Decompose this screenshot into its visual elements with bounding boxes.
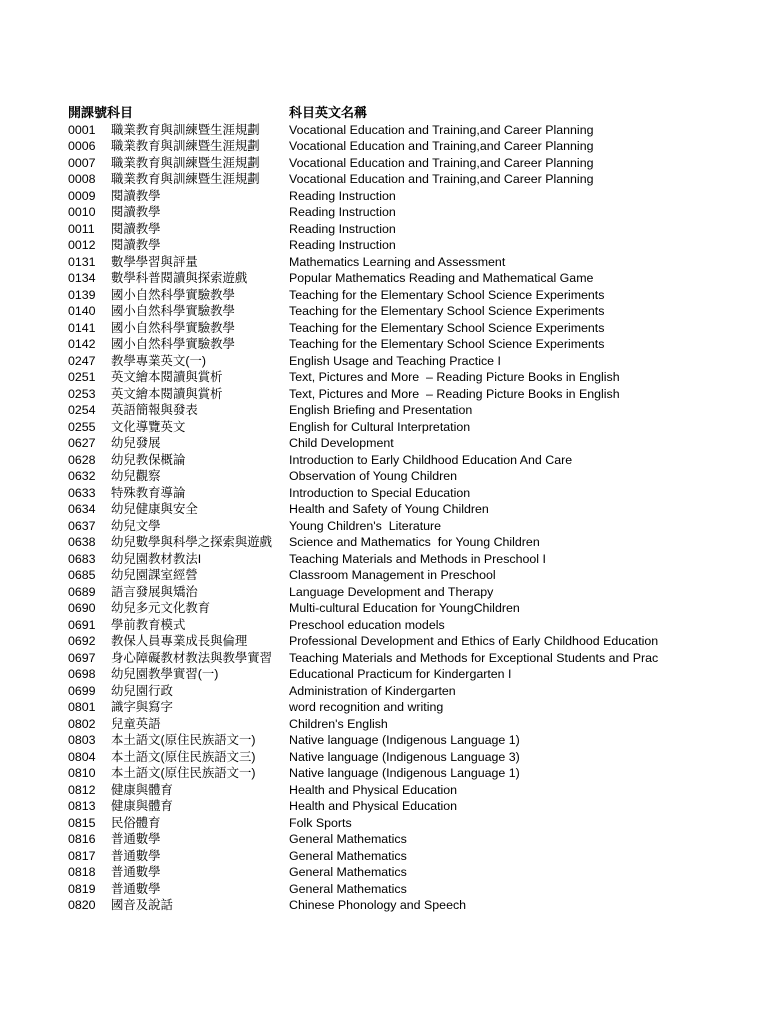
table-row	[68, 237, 748, 254]
course-code: 0816	[68, 832, 96, 846]
table-row	[68, 633, 748, 650]
course-english-name: Native language (Indigenous Language 1)	[289, 766, 520, 780]
course-english-name: Multi-cultural Education for YoungChildren	[289, 601, 520, 615]
course-code: 0634	[68, 502, 96, 516]
table-row	[68, 518, 748, 535]
table-row	[68, 369, 748, 386]
course-english-name: Popular Mathematics Reading and Mathematical Game	[289, 271, 594, 285]
course-code: 0815	[68, 815, 96, 830]
table-row	[68, 683, 748, 700]
course-code: 0699	[68, 683, 96, 698]
course-code: 0810	[68, 766, 96, 780]
course-name: 職業教育與訓練暨生涯規劃	[111, 172, 260, 186]
course-code: 0008	[68, 172, 96, 186]
course-english-name: Reading Instruction	[289, 221, 396, 236]
course-name: 健康與體育	[111, 799, 173, 813]
course-name: 職業教育與訓練暨生涯規劃	[111, 122, 260, 137]
course-code: 0001	[68, 122, 96, 137]
course-english-name: Child Development	[289, 436, 394, 450]
table-row	[68, 617, 748, 634]
course-name: 幼兒園課室經營	[111, 568, 198, 582]
table-row	[68, 551, 748, 568]
course-english-name: General Mathematics	[289, 881, 407, 896]
course-name: 國小自然科學實驗教學	[111, 304, 235, 318]
table-row	[68, 831, 748, 848]
course-code: 0628	[68, 452, 96, 467]
table-row	[68, 270, 748, 287]
course-name: 閱讀教學	[111, 188, 161, 203]
course-english-name: Preschool education models	[289, 617, 445, 632]
course-name: 幼兒園教學實習(一)	[111, 667, 219, 681]
course-english-name: Health and Safety of Young Children	[289, 502, 489, 516]
course-code: 0627	[68, 436, 96, 450]
table-row	[68, 171, 748, 188]
course-code: 0254	[68, 403, 96, 417]
course-name: 國小自然科學實驗教學	[111, 287, 235, 302]
course-name: 身心障礙教材教法與教學實習	[111, 650, 273, 665]
course-name: 兒童英語	[111, 716, 161, 731]
course-name: 英文繪本閱讀與賞析	[111, 386, 223, 401]
course-english-name: Chinese Phonology and Speech	[289, 898, 467, 912]
table-row	[68, 419, 748, 436]
course-english-name: Vocational Education and Training,and Career Planning	[289, 122, 594, 137]
course-english-name: Vocational Education and Training,and Career Planning	[289, 139, 594, 153]
course-code: 0009	[68, 188, 96, 203]
course-code: 0689	[68, 584, 96, 599]
course-english-name: Reading Instruction	[289, 238, 396, 252]
course-code: 0802	[68, 716, 96, 731]
course-code: 0131	[68, 254, 96, 269]
course-name: 國小自然科學實驗教學	[111, 320, 235, 335]
table-row	[68, 122, 748, 139]
course-english-name: Teaching for the Elementary School Science Experiments	[289, 320, 605, 335]
course-code: 0690	[68, 601, 96, 615]
table-row	[68, 188, 748, 205]
course-english-name: Teaching Materials and Methods for Exceptional Students and Prac	[289, 650, 659, 665]
table-row	[68, 699, 748, 716]
course-english-name: Language Development and Therapy	[289, 584, 494, 599]
course-name: 數學科普閱讀與探索遊戲	[111, 271, 248, 285]
course-english-name: Mathematics Learning and Assessment	[289, 254, 506, 269]
course-english-name: Administration of Kindergarten	[289, 683, 456, 698]
course-name: 教保人員專業成長與倫理	[111, 634, 248, 648]
course-english-name: General Mathematics	[289, 848, 407, 863]
course-english-name: Health and Physical Education	[289, 799, 458, 813]
course-english-name: English Briefing and Presentation	[289, 403, 473, 417]
table-row	[68, 402, 748, 419]
table-header	[68, 105, 748, 122]
course-english-name: Teaching for the Elementary School Science Experiments	[289, 304, 605, 318]
course-name: 本土語文(原住民族語文一)	[111, 733, 256, 747]
course-english-name: General Mathematics	[289, 832, 407, 846]
table-row	[68, 749, 748, 766]
table-row	[68, 765, 748, 782]
course-code: 0819	[68, 881, 96, 896]
course-code: 0134	[68, 271, 96, 285]
table-row	[68, 353, 748, 370]
course-english-name: Educational Practicum for Kindergarten I	[289, 667, 512, 681]
course-name: 閱讀教學	[111, 221, 161, 236]
table-row	[68, 501, 748, 518]
course-name: 學前教育模式	[111, 617, 186, 632]
course-english-name: Reading Instruction	[289, 205, 396, 219]
course-code: 0685	[68, 568, 96, 582]
table-row	[68, 848, 748, 865]
table-row	[68, 303, 748, 320]
course-english-name: English Usage and Teaching Practice I	[289, 353, 501, 368]
course-name: 識字與寫字	[111, 700, 173, 714]
table-row	[68, 716, 748, 733]
course-code: 0253	[68, 386, 96, 401]
table-row	[68, 584, 748, 601]
course-code: 0683	[68, 551, 96, 566]
course-name: 幼兒健康與安全	[111, 502, 198, 516]
course-name: 幼兒觀察	[111, 469, 161, 483]
course-code: 0140	[68, 304, 96, 318]
table-row	[68, 435, 748, 452]
course-english-name: Teaching Materials and Methods in Preschool I	[289, 551, 546, 566]
table-row	[68, 782, 748, 799]
table-row	[68, 666, 748, 683]
table-row	[68, 320, 748, 337]
course-english-name: Professional Development and Ethics of Early Childhood Education	[289, 634, 659, 648]
course-code: 0698	[68, 667, 96, 681]
table-row	[68, 864, 748, 881]
table-row	[68, 155, 748, 172]
table-row	[68, 336, 748, 353]
course-english-name: Text, Pictures and More – Reading Picture Books in English	[289, 386, 620, 401]
header-english-name: 科目英文名稱	[289, 105, 368, 120]
course-name: 民俗體育	[111, 815, 161, 830]
course-name: 數學學習與評量	[111, 254, 198, 269]
course-code: 0006	[68, 139, 96, 153]
course-name: 幼兒園行政	[111, 683, 173, 698]
course-code: 0697	[68, 650, 96, 665]
course-code: 0633	[68, 485, 96, 500]
course-code: 0632	[68, 469, 96, 483]
course-code: 0691	[68, 617, 96, 632]
course-code: 0637	[68, 518, 96, 533]
table-row	[68, 897, 748, 914]
course-name: 普通數學	[111, 865, 161, 879]
course-code: 0803	[68, 733, 96, 747]
course-code: 0012	[68, 238, 96, 252]
course-name: 職業教育與訓練暨生涯規劃	[111, 155, 260, 170]
course-name: 國音及說話	[111, 898, 173, 912]
course-name: 國小自然科學實驗教學	[111, 337, 235, 351]
table-body	[68, 122, 748, 914]
table-row	[68, 204, 748, 221]
header-code-subject: 開課號科目	[68, 105, 134, 120]
course-code: 0820	[68, 898, 96, 912]
course-name: 職業教育與訓練暨生涯規劃	[111, 139, 260, 153]
course-english-name: Introduction to Early Childhood Education And Care	[289, 452, 573, 467]
course-code: 0255	[68, 419, 96, 434]
table-row	[68, 386, 748, 403]
table-row	[68, 468, 748, 485]
table-row	[68, 650, 748, 667]
course-name: 本土語文(原住民族語文三)	[111, 749, 256, 764]
course-english-name: Health and Physical Education	[289, 782, 458, 797]
course-english-name: Vocational Education and Training,and Career Planning	[289, 172, 594, 186]
course-name: 閱讀教學	[111, 205, 161, 219]
course-name: 英語簡報與發表	[111, 403, 198, 417]
table-row	[68, 485, 748, 502]
course-code: 0011	[68, 221, 95, 236]
course-english-name: Text, Pictures and More – Reading Picture Books in English	[289, 370, 620, 384]
table-row	[68, 600, 748, 617]
course-english-name: Native language (Indigenous Language 3)	[289, 749, 520, 764]
course-name: 普通數學	[111, 848, 161, 863]
course-name: 健康與體育	[111, 782, 173, 797]
course-name: 普通數學	[111, 832, 161, 846]
table-row	[68, 287, 748, 304]
course-english-name: Observation of Young Children	[289, 469, 458, 483]
course-english-name: Reading Instruction	[289, 188, 396, 203]
table-row	[68, 221, 748, 238]
table-row	[68, 138, 748, 155]
course-code: 0251	[68, 370, 96, 384]
course-name: 本土語文(原住民族語文一)	[111, 766, 256, 780]
course-name: 幼兒教保概論	[111, 452, 186, 467]
course-english-name: Young Children's Literature	[289, 518, 442, 533]
course-table	[68, 105, 748, 914]
course-code: 0692	[68, 634, 96, 648]
course-code: 0247	[68, 353, 96, 368]
course-english-name: Teaching for the Elementary School Science Experiments	[289, 337, 605, 351]
course-code: 0007	[68, 155, 96, 170]
table-row	[68, 881, 748, 898]
table-row	[68, 567, 748, 584]
table-row	[68, 534, 748, 551]
course-english-name: Introduction to Special Education	[289, 485, 471, 500]
course-code: 0801	[68, 700, 96, 714]
course-code: 0139	[68, 287, 96, 302]
course-english-name: Science and Mathematics for Young Children	[289, 535, 540, 549]
course-code: 0818	[68, 865, 96, 879]
course-name: 閱讀教學	[111, 238, 161, 252]
course-code: 0141	[68, 320, 96, 335]
table-row	[68, 452, 748, 469]
course-code: 0804	[68, 749, 96, 764]
course-name: 幼兒發展	[111, 436, 161, 450]
course-english-name: Teaching for the Elementary School Science Experiments	[289, 287, 605, 302]
course-name: 特殊教育導論	[111, 485, 186, 500]
course-name: 幼兒園教材教法I	[111, 551, 202, 566]
course-name: 幼兒文學	[111, 518, 161, 533]
course-english-name: word recognition and writing	[289, 700, 444, 714]
course-name: 普通數學	[111, 881, 161, 896]
course-code: 0142	[68, 337, 96, 351]
course-english-name: Classroom Management in Preschool	[289, 568, 496, 582]
course-name: 幼兒多元文化教育	[111, 601, 211, 615]
table-row	[68, 254, 748, 271]
course-name: 教學專業英文(一)	[111, 353, 206, 368]
course-english-name: Children's English	[289, 716, 388, 731]
course-name: 幼兒數學與科學之探索與遊戲	[111, 535, 273, 549]
course-english-name: English for Cultural Interpretation	[289, 419, 471, 434]
course-code: 0817	[68, 848, 96, 863]
course-name: 語言發展與矯治	[111, 584, 198, 599]
course-english-name: Folk Sports	[289, 815, 352, 830]
table-row	[68, 798, 748, 815]
course-english-name: General Mathematics	[289, 865, 407, 879]
course-english-name: Native language (Indigenous Language 1)	[289, 733, 520, 747]
course-code: 0812	[68, 782, 96, 797]
table-row	[68, 815, 748, 832]
course-code: 0010	[68, 205, 96, 219]
course-code: 0813	[68, 799, 96, 813]
table-row	[68, 732, 748, 749]
course-name: 英文繪本閱讀與賞析	[111, 370, 223, 384]
course-english-name: Vocational Education and Training,and Career Planning	[289, 155, 594, 170]
course-code: 0638	[68, 535, 96, 549]
course-name: 文化導覽英文	[111, 419, 186, 434]
